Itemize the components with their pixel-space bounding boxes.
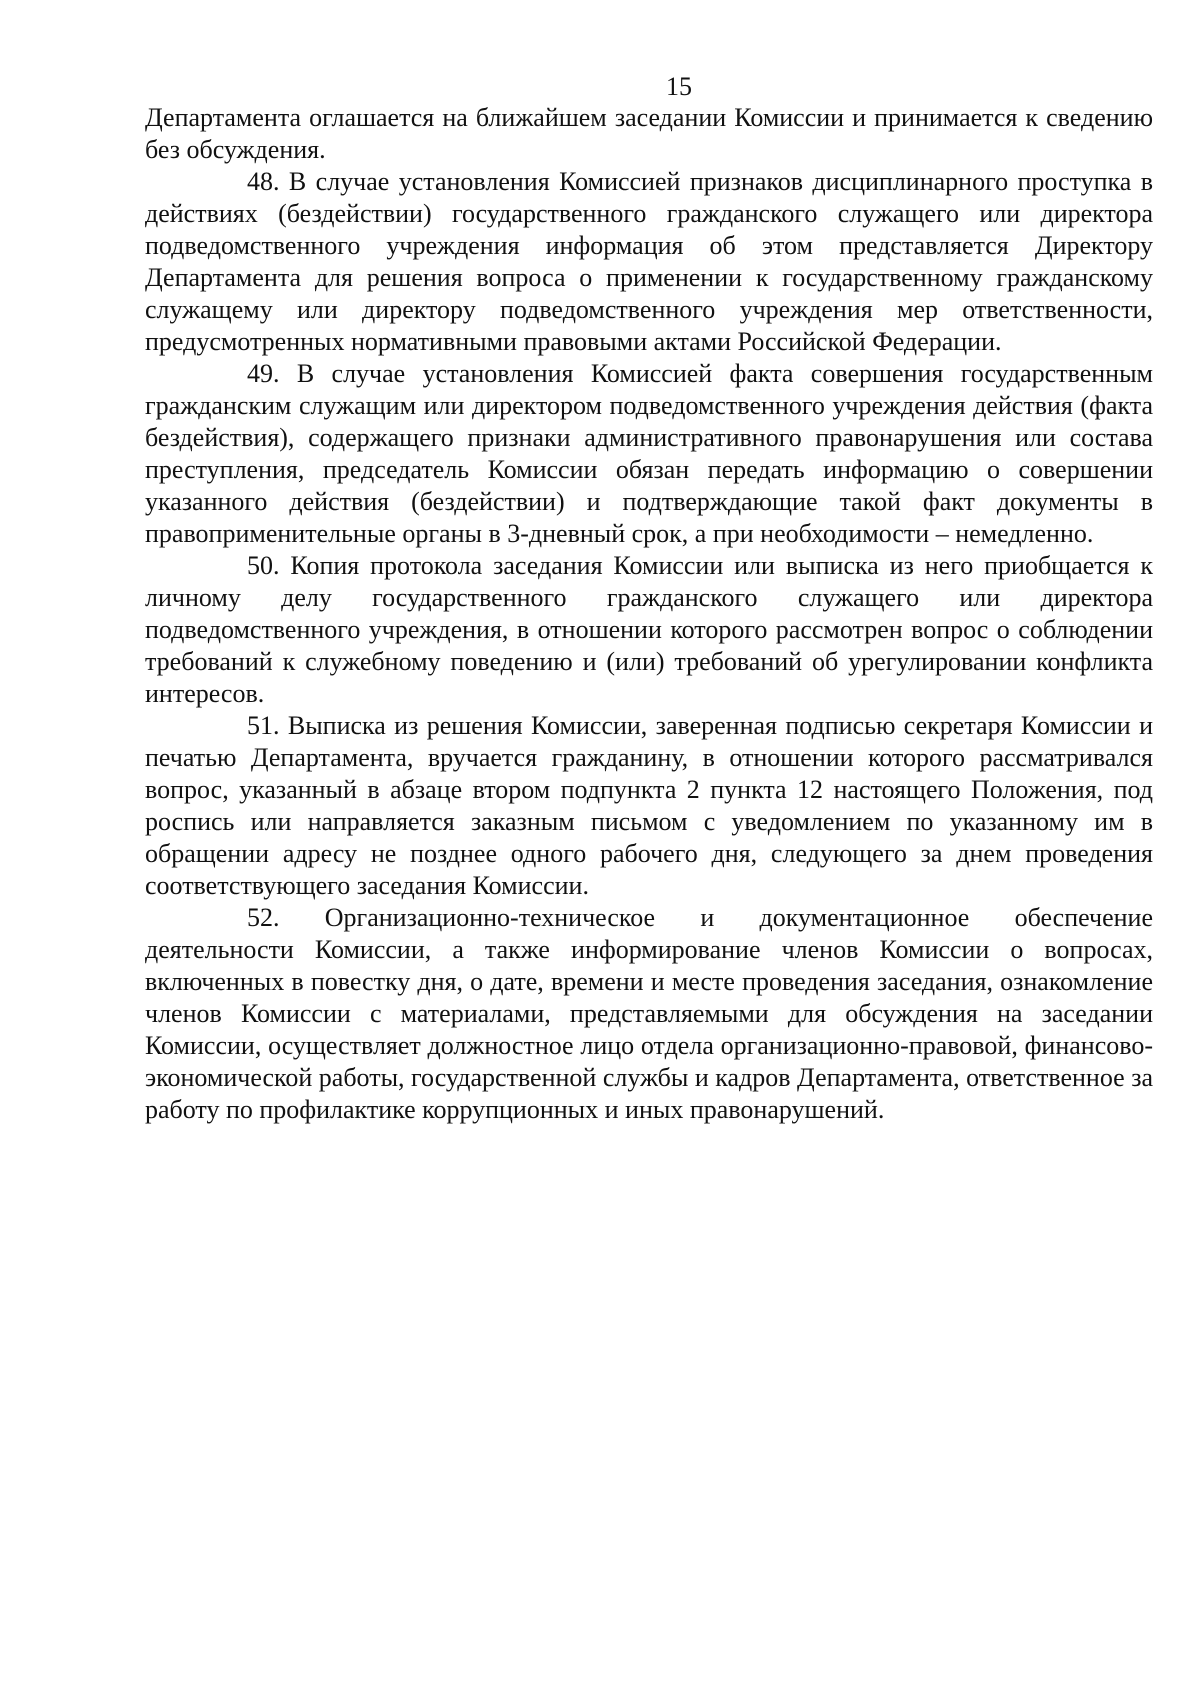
- paragraph-49: 49. В случае установления Комиссией факта совершения государственным гражданским служащим или директором подведомственного учреждения действия (факта бездействия), содержащего признаки административного правонарушения или состава преступления, председатель Комиссии обязан передать информацию о совершении указанного действия (бездействии) и подтверждающие такой факт документы в правоприменительные органы в 3-дневный срок, а при необходимости – немедленно.: [145, 359, 1153, 548]
- paragraph-48: 48. В случае установления Комиссией признаков дисциплинарного проступка в действиях (бездействии) государственного гражданского служащего или директора подведомственного учреждения информация об этом представляется Директору Департамента для решения вопроса о применении к государственному гражданскому служащему или директору подведомственного учреждения мер ответственности, предусмотренных нормативными правовыми актами Российской Федерации.: [145, 167, 1153, 356]
- paragraph-50: 50. Копия протокола заседания Комиссии или выписка из него приобщается к личному делу государственного гражданского служащего или директора подведомственного учреждения, в отношении которого рассмотрен вопрос о соблюдении требований к служебному поведению и (или) требований об урегулировании конфликта интересов.: [145, 551, 1153, 708]
- document-page: [145, 72, 1153, 1126]
- paragraph-51: 51. Выписка из решения Комиссии, заверенная подписью секретаря Комиссии и печатью Департамента, вручается гражданину, в отношении которого рассматривался вопрос, указанный в абзаце втором подпункта 2 пункта 12 настоящего Положения, под роспись или направляется заказным письмом с уведомлением по указанному им в обращении адресу не позднее одного рабочего дня, следующего за днем проведения соответствующего заседания Комиссии.: [145, 711, 1153, 900]
- paragraph-52: 52. Организационно-техническое и документационное обеспечение деятельности Комиссии, а также информирование членов Комиссии о вопросах, включенных в повестку дня, о дате, времени и месте проведения заседания, ознакомление членов Комиссии с материалами, представляемыми для обсуждения на заседании Комиссии, осуществляет должностное лицо отдела организационно-правовой, финансово-экономической работы, государственной службы и кадров Департамента, ответственное за работу по профилактике коррупционных и иных правонарушений.: [145, 903, 1154, 1124]
- page-number: 15: [666, 72, 692, 101]
- paragraph-continuation: Департамента оглашается на ближайшем заседании Комиссии и принимается к сведению без обсуждения.: [145, 103, 1153, 164]
